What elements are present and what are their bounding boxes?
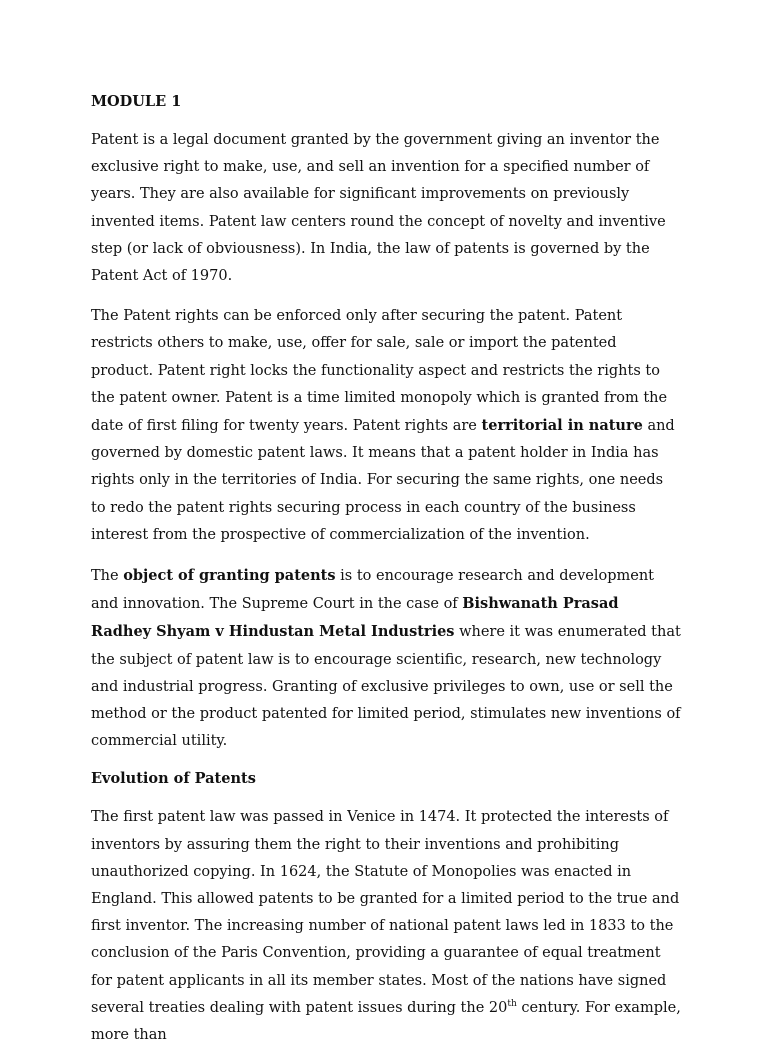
paragraph-text: The first patent law was passed in Venice in 1474. It protected the interests of inventors by assuring them the right to their inventions and prohibiting unauthorized copying. In 1624, the Statute of Monopolies was enacted in England. This allowed patents to be granted for a limited period to the true and first inventor. The increasing number of national patent laws led in 1833 to the conclusion of the Paris Convention, providing a guarantee of equal treatment for patent applicants in all its member states. Most of the nations have signed several treaties dealing with patent issues during the 20 xyxy=(91,809,680,1016)
case-name: Bishwanath Prasad Radhey Shyam v Hindustan Metal Industries xyxy=(91,595,619,641)
paragraph-patent-definition xyxy=(91,127,682,290)
module-title: MODULE 1 xyxy=(91,93,182,110)
paragraph-text: The xyxy=(91,568,124,585)
paragraph-text: and governed by domestic patent laws. It means that a patent holder in India has rights only in the territories of India. For securing the same rights, one needs to redo the patent rights securing process in each country of the business interest from the prospective of commercialization of the invention. xyxy=(91,418,675,543)
paragraph-text: Patent is a legal document granted by the government giving an inventor the exclusive right to make, use, and sell an invention for a specified number of years. They are also available for significant improvements on previously invented items. Patent law centers round the concept of novelty and inventive step (or lack of obviousness). In India, the law of patents is governed by the Patent Act of 1970. xyxy=(91,132,666,285)
section-heading: Evolution of Patents xyxy=(91,770,256,788)
paragraph-text: where it was enumerated that the subject of patent law is to encourage scientific, research, new technology and industrial progress. Granting of exclusive privileges to own, use or sell the method or the product patented for limited period, stimulates new inventions of commercial utility. xyxy=(91,624,681,750)
paragraph-object-of-patents xyxy=(91,562,682,755)
paragraph-evolution xyxy=(91,804,682,1049)
paragraph-text: century. For example, more than xyxy=(91,999,681,1044)
bold-phrase: territorial in nature xyxy=(481,417,643,435)
paragraph-patent-rights xyxy=(91,303,682,549)
bold-phrase: object of granting patents xyxy=(123,567,336,585)
paragraph-text: The Patent rights can be enforced only after securing the patent. Patent restricts others to make, use, offer for sale, sale or import the patented product. Patent right locks the functionality aspect and restricts the rights to the patent owner. Patent is a time limited monopoly which is granted from the date of first filing for twenty years. Patent rights are xyxy=(91,308,668,435)
superscript: th xyxy=(507,998,517,1009)
paragraph-text: is to encourage research and development and innovation. The Supreme Court in the case of xyxy=(91,568,654,613)
